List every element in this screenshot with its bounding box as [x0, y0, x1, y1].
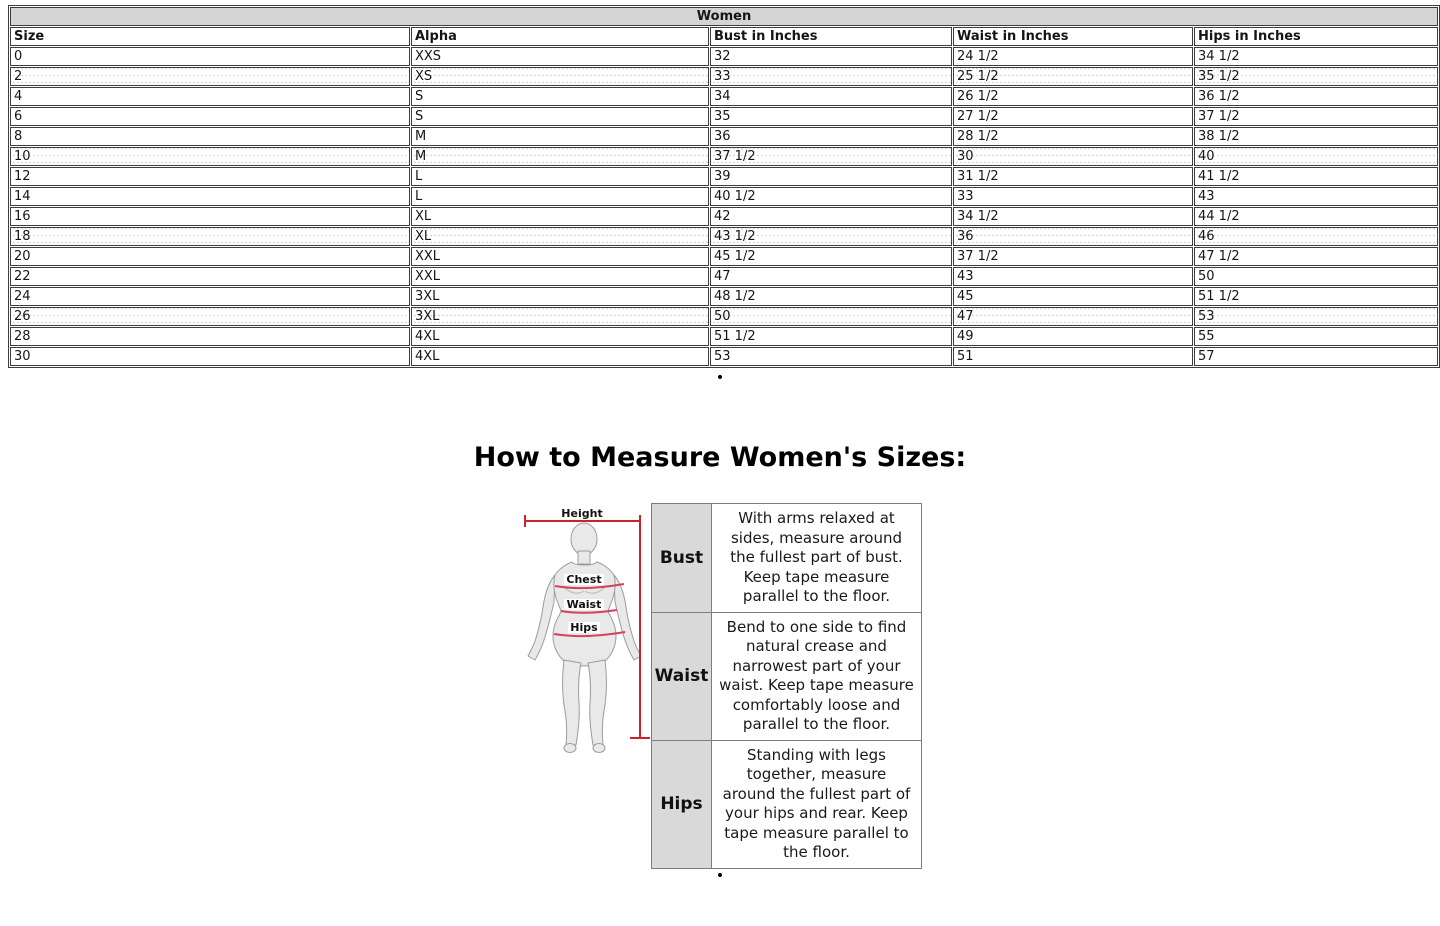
- table-cell: 41 1/2: [1194, 167, 1438, 186]
- table-title: Women: [10, 7, 1438, 26]
- table-cell: 40 1/2: [710, 187, 952, 206]
- table-cell: 30: [10, 347, 410, 366]
- table-cell: 26 1/2: [953, 87, 1193, 106]
- women-size-table: [8, 5, 1440, 368]
- table-cell: 35 1/2: [1194, 67, 1438, 86]
- table-cell: 49: [953, 327, 1193, 346]
- table-cell: 51: [953, 347, 1193, 366]
- table-cell: XXL: [411, 247, 709, 266]
- table-cell: 3XL: [411, 307, 709, 326]
- table-cell: 48 1/2: [710, 287, 952, 306]
- measure-figure-section: [0, 503, 1440, 869]
- table-cell: 44 1/2: [1194, 207, 1438, 226]
- table-cell: 45: [953, 287, 1193, 306]
- table-cell: 43 1/2: [710, 227, 952, 246]
- measure-guide-row: [652, 612, 922, 740]
- table-row: [10, 267, 1438, 286]
- table-row: [10, 67, 1438, 86]
- table-cell: 24: [10, 287, 410, 306]
- table-header-row: [10, 27, 1438, 46]
- measure-part-label: Hips: [652, 740, 712, 868]
- table-cell: S: [411, 107, 709, 126]
- table-cell: 26: [10, 307, 410, 326]
- table-cell: 24 1/2: [953, 47, 1193, 66]
- table-cell: 10: [10, 147, 410, 166]
- table-cell: 37 1/2: [710, 147, 952, 166]
- table-row: [10, 87, 1438, 106]
- table-cell: 47 1/2: [1194, 247, 1438, 266]
- table-cell: 32: [710, 47, 952, 66]
- table-cell: 50: [710, 307, 952, 326]
- list-bullet-bottom: •: [715, 867, 725, 884]
- measure-part-label: Bust: [652, 504, 712, 613]
- table-cell: 50: [1194, 267, 1438, 286]
- column-header: Hips in Inches: [1194, 27, 1438, 46]
- table-cell: 51 1/2: [1194, 287, 1438, 306]
- table-cell: 46: [1194, 227, 1438, 246]
- table-cell: XXS: [411, 47, 709, 66]
- table-cell: 55: [1194, 327, 1438, 346]
- table-cell: 14: [10, 187, 410, 206]
- size-table-body: [10, 47, 1438, 366]
- table-cell: 22: [10, 267, 410, 286]
- table-cell: 36 1/2: [1194, 87, 1438, 106]
- measure-guide-row: [652, 740, 922, 868]
- women-size-chart-page: [0, 5, 1440, 882]
- table-row: [10, 287, 1438, 306]
- table-row: [10, 207, 1438, 226]
- table-cell: 51 1/2: [710, 327, 952, 346]
- measure-part-label: Waist: [652, 612, 712, 740]
- table-cell: 47: [710, 267, 952, 286]
- table-cell: 53: [1194, 307, 1438, 326]
- height-label: Height: [561, 507, 603, 520]
- table-row: [10, 327, 1438, 346]
- table-row: [10, 127, 1438, 146]
- table-cell: 33: [953, 187, 1193, 206]
- how-to-measure-heading: How to Measure Women's Sizes:: [473, 442, 967, 473]
- measure-instruction: Standing with legs together, measure around the fullest part of your hips and rear. Keep tape measure parallel to the floor.: [712, 740, 922, 868]
- table-cell: 34 1/2: [953, 207, 1193, 226]
- table-cell: 57: [1194, 347, 1438, 366]
- table-cell: 45 1/2: [710, 247, 952, 266]
- waist-label: Waist: [566, 598, 602, 611]
- table-cell: 2: [10, 67, 410, 86]
- table-cell: 6: [10, 107, 410, 126]
- table-cell: 36: [953, 227, 1193, 246]
- body-silhouette-icon: [528, 523, 641, 753]
- table-row: [10, 307, 1438, 326]
- table-row: [10, 47, 1438, 66]
- table-cell: 4XL: [411, 327, 709, 346]
- table-cell: 38 1/2: [1194, 127, 1438, 146]
- table-cell: 16: [10, 207, 410, 226]
- table-cell: 4: [10, 87, 410, 106]
- table-cell: 33: [710, 67, 952, 86]
- table-cell: 34: [710, 87, 952, 106]
- table-cell: 40: [1194, 147, 1438, 166]
- table-cell: 37 1/2: [1194, 107, 1438, 126]
- table-cell: S: [411, 87, 709, 106]
- table-row: [10, 187, 1438, 206]
- column-header: Waist in Inches: [953, 27, 1193, 46]
- table-cell: 34 1/2: [1194, 47, 1438, 66]
- measure-instruction: Bend to one side to find natural crease and narrowest part of your waist. Keep tape measure comfortably loose and parallel to the floor.: [712, 612, 922, 740]
- table-cell: XXL: [411, 267, 709, 286]
- body-measurement-diagram: [518, 505, 651, 757]
- table-cell: XL: [411, 207, 709, 226]
- column-header: Alpha: [411, 27, 709, 46]
- table-cell: 3XL: [411, 287, 709, 306]
- table-row: [10, 167, 1438, 186]
- table-cell: 27 1/2: [953, 107, 1193, 126]
- table-cell: 18: [10, 227, 410, 246]
- table-cell: 20: [10, 247, 410, 266]
- table-row: [10, 247, 1438, 266]
- table-cell: 28: [10, 327, 410, 346]
- measure-instruction: With arms relaxed at sides, measure around the fullest part of bust. Keep tape measure parallel to the floor.: [712, 504, 922, 613]
- list-bullet-top: •: [715, 370, 725, 386]
- table-cell: 31 1/2: [953, 167, 1193, 186]
- table-cell: 42: [710, 207, 952, 226]
- table-cell: 12: [10, 167, 410, 186]
- table-row: [10, 227, 1438, 246]
- table-cell: 25 1/2: [953, 67, 1193, 86]
- table-cell: 8: [10, 127, 410, 146]
- chest-label: Chest: [566, 573, 602, 586]
- table-cell: 43: [953, 267, 1193, 286]
- table-cell: 28 1/2: [953, 127, 1193, 146]
- table-title-row: [10, 7, 1438, 26]
- table-cell: 53: [710, 347, 952, 366]
- table-cell: 0: [10, 47, 410, 66]
- measure-guide-row: [652, 504, 922, 613]
- table-cell: 4XL: [411, 347, 709, 366]
- table-cell: L: [411, 187, 709, 206]
- measure-table-body: [652, 504, 922, 869]
- hips-label: Hips: [570, 621, 598, 634]
- table-cell: 36: [710, 127, 952, 146]
- table-cell: M: [411, 127, 709, 146]
- table-cell: 43: [1194, 187, 1438, 206]
- table-cell: L: [411, 167, 709, 186]
- table-cell: XL: [411, 227, 709, 246]
- table-cell: 30: [953, 147, 1193, 166]
- column-header: Size: [10, 27, 410, 46]
- table-cell: 47: [953, 307, 1193, 326]
- column-header: Bust in Inches: [710, 27, 952, 46]
- table-cell: XS: [411, 67, 709, 86]
- table-cell: 37 1/2: [953, 247, 1193, 266]
- table-cell: 35: [710, 107, 952, 126]
- table-cell: 39: [710, 167, 952, 186]
- table-row: [10, 347, 1438, 366]
- table-cell: M: [411, 147, 709, 166]
- measure-guide-table: [651, 503, 922, 869]
- table-row: [10, 147, 1438, 166]
- table-row: [10, 107, 1438, 126]
